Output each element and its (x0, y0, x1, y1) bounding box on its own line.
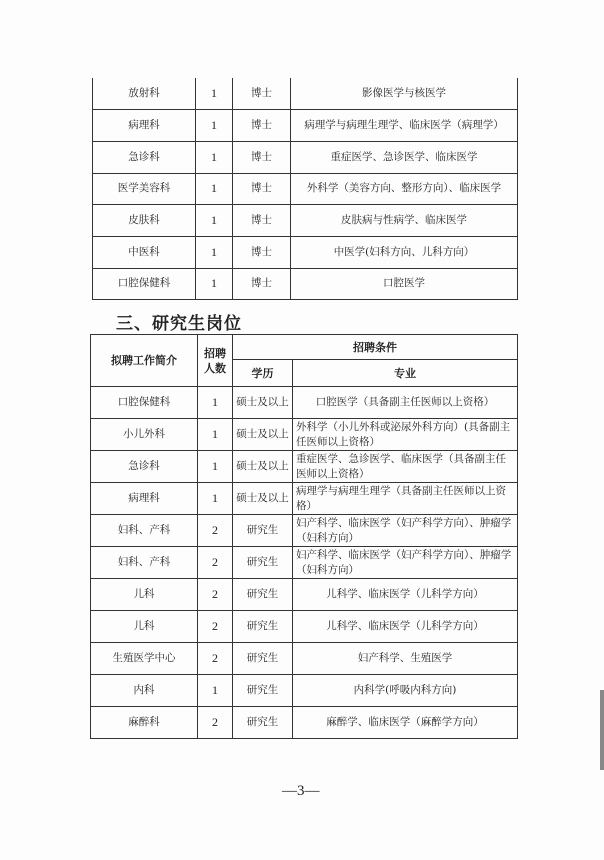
dept-cell: 儿科 (91, 611, 198, 643)
major-cell: 重症医学、急诊医学、临床医学（具备副主任医师以上资格） (293, 451, 518, 483)
dept-cell: 急诊科 (93, 141, 196, 173)
education-cell: 博士 (233, 236, 291, 268)
dept-cell: 病理科 (93, 110, 196, 142)
education-cell: 研究生 (233, 675, 293, 707)
education-cell: 硕士及以上 (233, 387, 293, 419)
major-cell: 重症医学、急诊医学、临床医学 (291, 141, 518, 173)
dept-cell: 放射科 (93, 78, 196, 110)
table-row (93, 141, 518, 173)
major-cell: 外科学（美容方向、整形方向）、临床医学 (291, 173, 518, 205)
major-cell: 口腔医学（具备副主任医师以上资格） (293, 387, 518, 419)
table-row (93, 78, 518, 110)
table-row (91, 387, 518, 419)
table-row (91, 707, 518, 739)
count-cell: 2 (198, 579, 233, 611)
graduate-positions-table (90, 334, 518, 739)
major-cell: 中医学(妇科方向、儿科方向） (291, 236, 518, 268)
table-row (93, 110, 518, 142)
major-cell: 妇产科学、临床医学（妇产科学方向）、肿瘤学（妇科方向） (293, 547, 518, 579)
table-row (93, 236, 518, 268)
education-cell: 博士 (233, 205, 291, 237)
major-cell: 病理学与病理生理学、临床医学（病理学） (291, 110, 518, 142)
header-count: 招聘人数 (198, 335, 233, 387)
education-cell: 博士 (233, 268, 291, 300)
count-cell: 1 (196, 110, 233, 142)
header-conditions: 招聘条件 (233, 335, 518, 360)
education-cell: 研究生 (233, 579, 293, 611)
table-row (91, 515, 518, 547)
count-cell: 1 (198, 451, 233, 483)
count-cell: 1 (196, 141, 233, 173)
count-cell: 1 (198, 675, 233, 707)
dept-cell: 内科 (91, 675, 198, 707)
dept-cell: 妇科、产科 (91, 515, 198, 547)
dept-cell: 妇科、产科 (91, 547, 198, 579)
dept-cell: 口腔保健科 (93, 268, 196, 300)
count-cell: 1 (196, 205, 233, 237)
table-row (91, 611, 518, 643)
table-row (91, 579, 518, 611)
education-cell: 研究生 (233, 707, 293, 739)
count-cell: 1 (196, 268, 233, 300)
dept-cell: 麻醉科 (91, 707, 198, 739)
dept-cell: 皮肤科 (93, 205, 196, 237)
dept-cell: 儿科 (91, 579, 198, 611)
count-cell: 2 (198, 515, 233, 547)
count-cell: 1 (198, 419, 233, 451)
count-cell: 2 (198, 643, 233, 675)
major-cell: 外科学（小儿外科或泌尿外科方向）(具备副主任医师以上资格） (293, 419, 518, 451)
count-cell: 2 (198, 611, 233, 643)
table-row (91, 675, 518, 707)
education-cell: 研究生 (233, 643, 293, 675)
education-cell: 研究生 (233, 611, 293, 643)
dept-cell: 口腔保健科 (91, 387, 198, 419)
table-row (91, 451, 518, 483)
education-cell: 博士 (233, 141, 291, 173)
major-cell: 影像医学与核医学 (291, 78, 518, 110)
count-cell: 1 (198, 387, 233, 419)
education-cell: 研究生 (233, 547, 293, 579)
count-cell: 1 (198, 483, 233, 515)
header-major: 专业 (293, 360, 518, 387)
major-cell: 病理学与病理生理学（具备副主任医师以上资格） (293, 483, 518, 515)
table-row (93, 173, 518, 205)
major-cell: 皮肤病与性病学、临床医学 (291, 205, 518, 237)
count-cell: 1 (196, 78, 233, 110)
major-cell: 妇产科学、临床医学（妇产科学方向）、肿瘤学（妇科方向） (293, 515, 518, 547)
page-number: —3— (282, 783, 320, 799)
major-cell: 儿科学、临床医学（儿科学方向） (293, 611, 518, 643)
table-row (91, 643, 518, 675)
table-row (91, 547, 518, 579)
major-cell: 儿科学、临床医学（儿科学方向） (293, 579, 518, 611)
major-cell: 麻醉学、临床医学（麻醉学方向） (293, 707, 518, 739)
major-cell: 内科学(呼吸内科方向) (293, 675, 518, 707)
dept-cell: 急诊科 (91, 451, 198, 483)
header-edu: 学历 (233, 360, 293, 387)
header-dept: 拟聘工作简介 (91, 335, 198, 387)
table-row (91, 483, 518, 515)
count-cell: 1 (196, 173, 233, 205)
dept-cell: 中医科 (93, 236, 196, 268)
dept-cell: 生殖医学中心 (91, 643, 198, 675)
dept-cell: 医学美容科 (93, 173, 196, 205)
dept-cell: 病理科 (91, 483, 198, 515)
table-row (93, 268, 518, 300)
doctor-positions-table (92, 78, 518, 300)
education-cell: 硕士及以上 (233, 483, 293, 515)
education-cell: 博士 (233, 110, 291, 142)
education-cell: 硕士及以上 (233, 419, 293, 451)
dept-cell: 小儿外科 (91, 419, 198, 451)
education-cell: 博士 (233, 78, 291, 110)
section-heading: 三、研究生岗位 (116, 314, 242, 334)
scan-edge-mark (600, 690, 604, 770)
count-cell: 1 (196, 236, 233, 268)
education-cell: 硕士及以上 (233, 451, 293, 483)
count-cell: 2 (198, 707, 233, 739)
education-cell: 博士 (233, 173, 291, 205)
count-cell: 2 (198, 547, 233, 579)
major-cell: 妇产科学、生殖医学 (293, 643, 518, 675)
table-row (91, 419, 518, 451)
education-cell: 研究生 (233, 515, 293, 547)
major-cell: 口腔医学 (291, 268, 518, 300)
table-row (93, 205, 518, 237)
